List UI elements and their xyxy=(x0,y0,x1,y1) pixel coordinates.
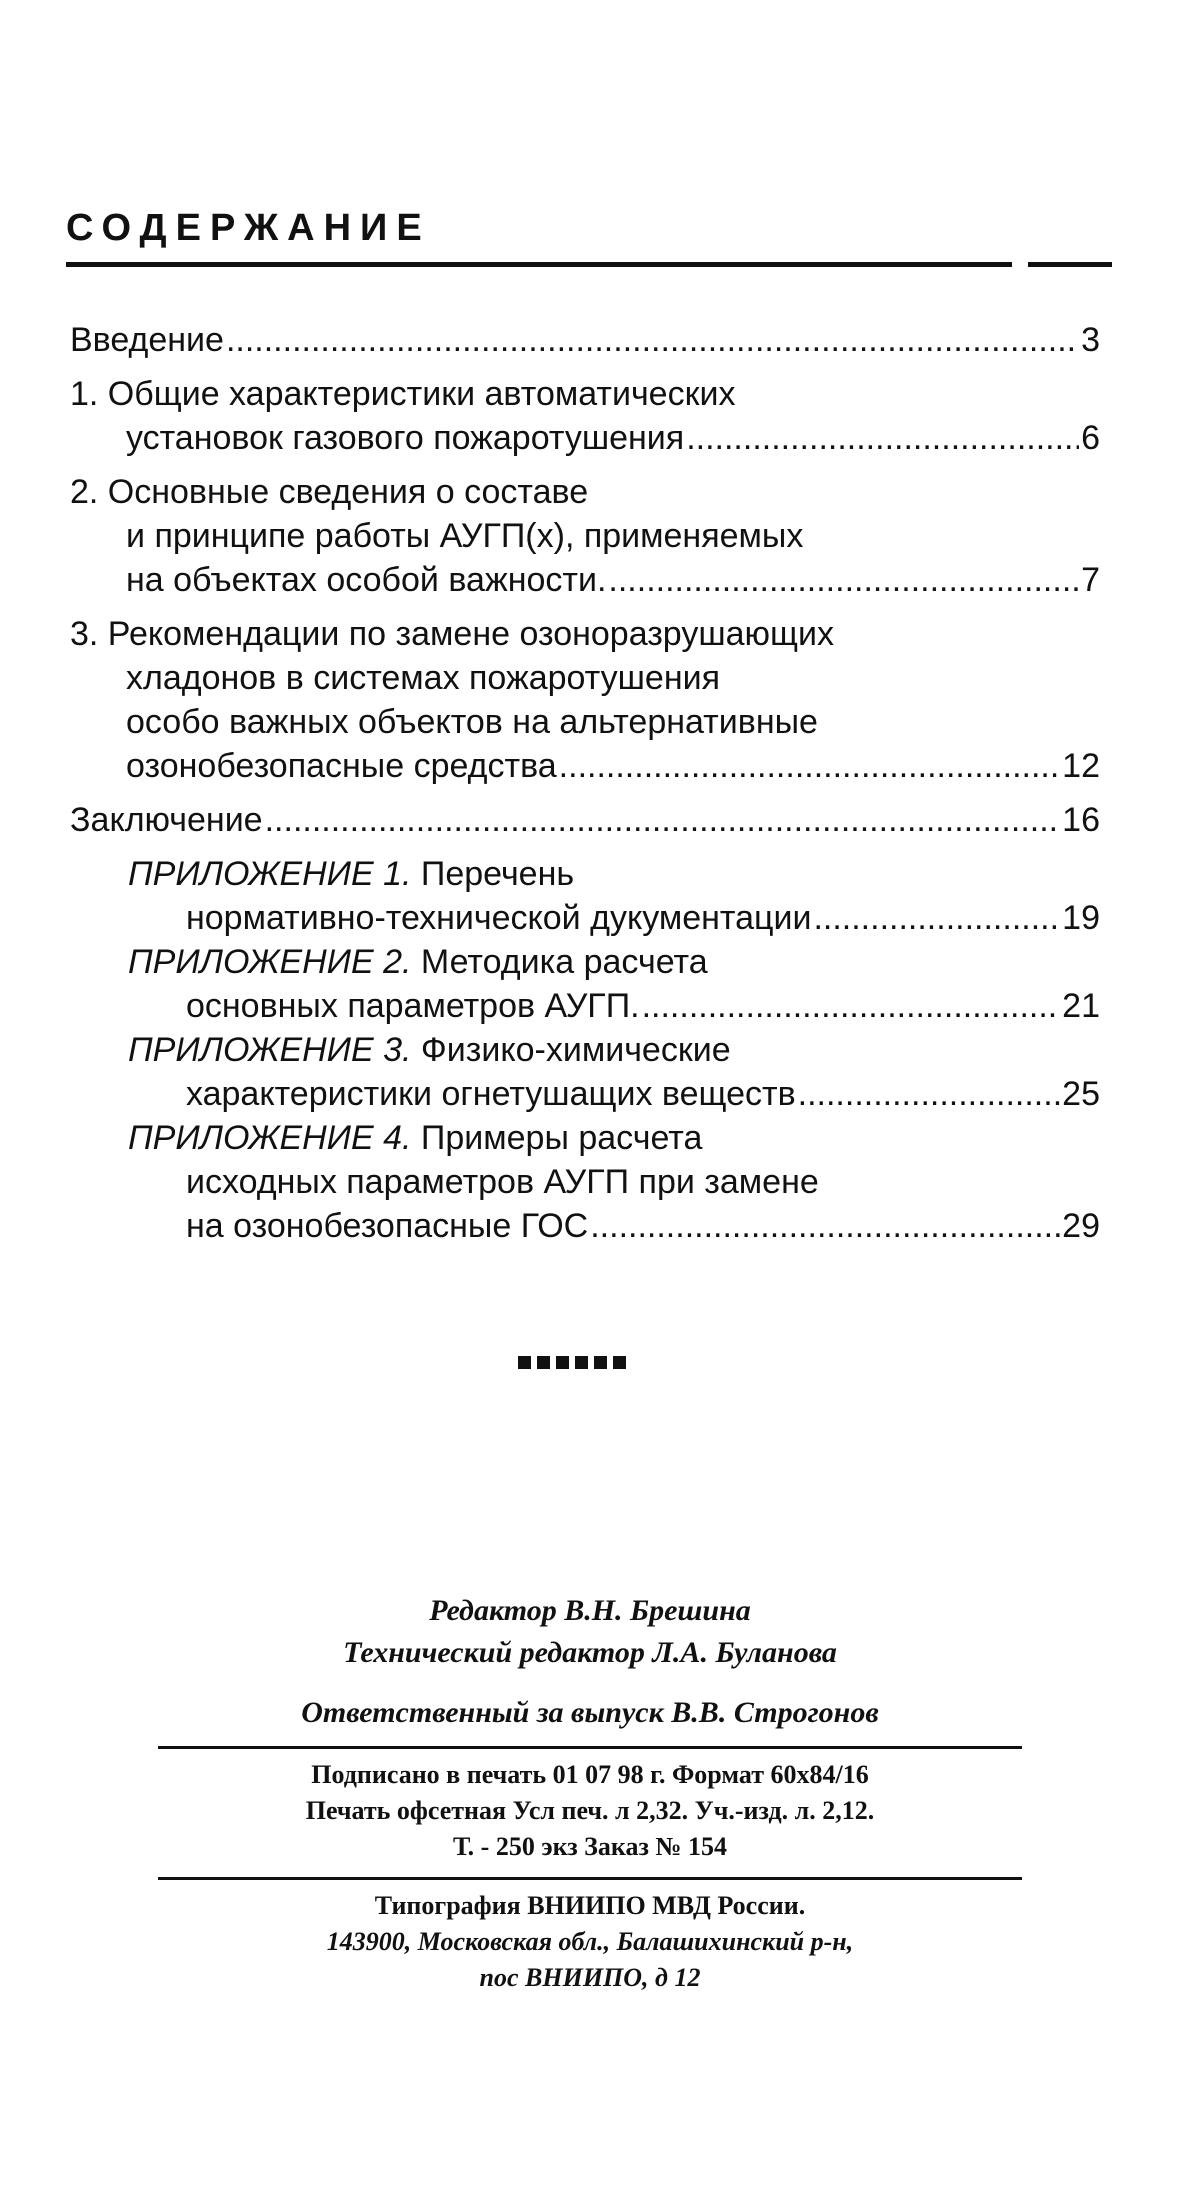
section-separator xyxy=(518,1356,626,1369)
toc-entry-title: Заключение xyxy=(70,801,263,839)
tech-editor-line: Технический редактор Л.А. Буланова xyxy=(343,1636,837,1669)
print-info-line: Подписано в печать 01 07 98 г. Формат 60х84/16 xyxy=(311,1760,869,1789)
dot-leader xyxy=(559,744,1061,788)
toc-page-number: 12 xyxy=(1062,747,1100,785)
page-title: СОДЕРЖАНИЕ xyxy=(66,207,431,249)
title-underline-end xyxy=(1028,262,1112,267)
toc-entry-chapter-1 xyxy=(70,372,1100,460)
appendix-label: ПРИЛОЖЕНИЕ 3. xyxy=(128,1031,412,1069)
title-underline xyxy=(66,262,1012,267)
toc-page-number: 3 xyxy=(1081,321,1100,359)
toc-entry-chapter-2 xyxy=(70,470,1100,602)
dot-leader xyxy=(798,1072,1061,1116)
appendix-title: Физико-химические xyxy=(411,1031,731,1069)
toc-entry-title: на озонобезопасные ГОС xyxy=(186,1207,589,1245)
print-info-line: Т. - 250 экз Заказ № 154 xyxy=(452,1832,728,1861)
toc-appendix-3 xyxy=(128,1028,1100,1116)
press-address: пос ВНИИПО, д 12 xyxy=(479,1963,701,1992)
appendix-title: Примеры расчета xyxy=(411,1119,703,1157)
separator-square xyxy=(613,1356,626,1369)
dot-leader xyxy=(686,416,1079,460)
print-info-line: Печать офсетная Усл печ. л 2,32. Уч.-изд. л. 2,12. xyxy=(305,1796,875,1825)
toc-page-number: 29 xyxy=(1062,1207,1100,1245)
toc-appendix-4 xyxy=(128,1116,1100,1248)
toc-entry-conclusion xyxy=(70,798,1100,842)
table-of-contents xyxy=(70,318,1100,1248)
toc-appendix-1 xyxy=(128,852,1100,940)
dot-leader xyxy=(813,896,1060,940)
dot-leader xyxy=(590,1204,1060,1248)
toc-entry-line: 3. Рекомендации по замене озоноразрушающих xyxy=(70,615,834,653)
separator-square xyxy=(556,1356,569,1369)
appendix-title: Методика расчета xyxy=(411,943,708,981)
appendix-title: Перечень xyxy=(411,855,575,893)
toc-page-number: 6 xyxy=(1081,419,1100,457)
appendix-label: ПРИЛОЖЕНИЕ 4. xyxy=(128,1119,412,1157)
toc-entry-title: установок газового пожаротушения xyxy=(126,419,685,457)
toc-page-number: 21 xyxy=(1062,987,1100,1025)
toc-entry-title: основных параметров АУГП. xyxy=(186,987,640,1025)
responsible-line: Ответственный за выпуск В.В. Строгонов xyxy=(301,1696,879,1729)
toc-entry-title: озонобезопасные средства xyxy=(126,747,557,785)
toc-entry-line: особо важных объектов на альтернативные xyxy=(126,703,818,741)
imprint-divider xyxy=(158,1877,1022,1880)
dot-leader xyxy=(608,558,1079,602)
dot-leader xyxy=(226,318,1079,362)
toc-entry-title: на объектах особой важности. xyxy=(126,561,607,599)
toc-entry-title: нормативно-технической дукументации xyxy=(186,899,812,937)
toc-entry-chapter-3 xyxy=(70,612,1100,788)
toc-page-number: 16 xyxy=(1062,801,1100,839)
separator-square xyxy=(518,1356,531,1369)
dot-leader xyxy=(265,798,1061,842)
toc-entry-line: 2. Основные сведения о составе xyxy=(70,473,589,511)
separator-square xyxy=(594,1356,607,1369)
toc-page-number: 7 xyxy=(1081,561,1100,599)
toc-entry-line: хладонов в системах пожаротушения xyxy=(126,659,721,697)
imprint-block xyxy=(150,1590,1030,1996)
toc-entry-line: исходных параметров АУГП при замене xyxy=(186,1163,819,1201)
press-name: Типография ВНИИПО МВД России. xyxy=(374,1891,806,1920)
dot-leader xyxy=(642,984,1061,1028)
toc-entry-line: 1. Общие характеристики автоматических xyxy=(70,375,736,413)
toc-appendix-2 xyxy=(128,940,1100,1028)
imprint-divider xyxy=(158,1746,1022,1749)
toc-entry-intro xyxy=(70,318,1100,362)
toc-page-number: 25 xyxy=(1062,1075,1100,1113)
press-address: 143900, Московская обл., Балашихинский р-н, xyxy=(326,1927,854,1956)
separator-square xyxy=(537,1356,550,1369)
separator-square xyxy=(575,1356,588,1369)
appendix-label: ПРИЛОЖЕНИЕ 1. xyxy=(128,855,412,893)
editor-line: Редактор В.Н. Брешина xyxy=(429,1594,751,1627)
appendix-label: ПРИЛОЖЕНИЕ 2. xyxy=(128,943,412,981)
toc-page-number: 19 xyxy=(1062,899,1100,937)
toc-entry-title: Введение xyxy=(70,321,224,359)
toc-entry-line: и принципе работы АУГП(х), применяемых xyxy=(126,517,804,555)
toc-entry-title: характеристики огнетушащих веществ xyxy=(186,1075,796,1113)
